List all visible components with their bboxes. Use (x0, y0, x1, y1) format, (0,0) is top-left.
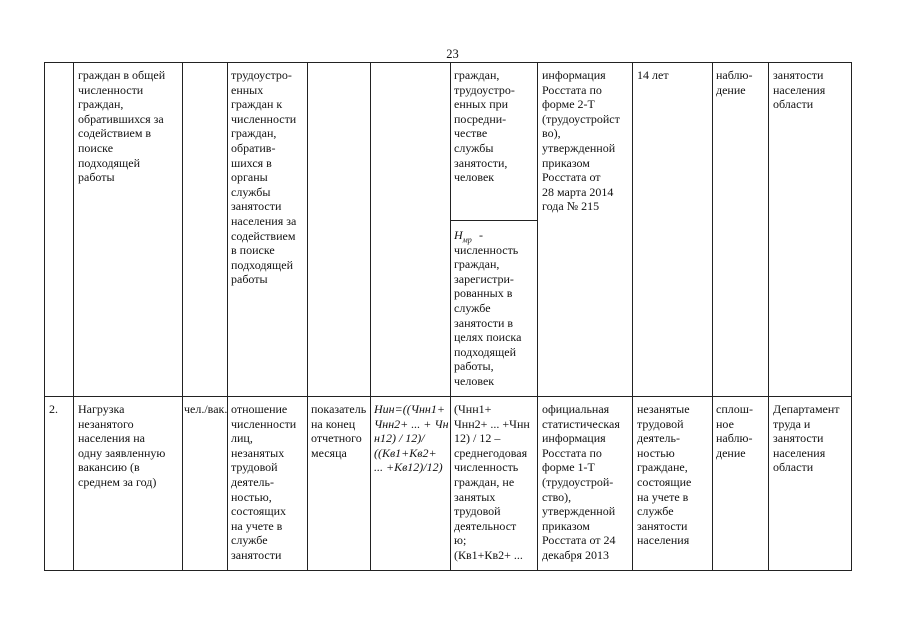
col-line-4 (307, 62, 308, 571)
col-line-1 (73, 62, 74, 571)
col-line-11 (851, 62, 852, 571)
subcell-divider (450, 220, 537, 221)
row2-indicator-name: Нагрузка незанятого населения на одну заявленную вакансию (в среднем за год) (78, 402, 166, 489)
row2-formula-components: (Чнн1+ Чнн2+ ... +Чнн 12) / 12 – среднегодовая численность граждан, не занятых трудовой деятельност ю; (Кв1+Кв2+ ... (454, 402, 530, 562)
col-line-3 (227, 62, 228, 571)
table-top-border (44, 62, 852, 63)
row2-source: официальная статистическая информация Росстата по форме 1-Т (трудоустрой- ство), утвержденной приказом Росстата от 24 декабря 2013 (542, 402, 620, 562)
table-bottom-border (44, 570, 852, 571)
row2-definition: отношение численности лиц, незанятых трудовой деятель- ностью, состоящих на учете в службе занятости (231, 402, 297, 562)
row2-responsible: Департамент труда и занятости населения области (773, 402, 840, 475)
row1-definition-cont: трудоустро- енных граждан к численности граждан, обратив- шихся в органы службы занятости населения за содействием в поиске подходящей работы (231, 68, 297, 287)
row1-formula-part-top: граждан, трудоустро- енных при посредни- честве службы занятости, человек (454, 68, 515, 185)
row1-method: наблю- дение (716, 68, 753, 97)
col-line-6 (450, 62, 451, 571)
symbol-subscript: мр (462, 235, 472, 245)
row2-population: незанятые трудовой деятель- ностью граждане, состоящие на учете в службе занятости населения (637, 402, 692, 548)
col-line-0 (44, 62, 45, 571)
col-line-5 (370, 62, 371, 571)
row-divider (44, 396, 852, 397)
row2-number: 2. (49, 402, 58, 416)
col-line-9 (712, 62, 713, 571)
row2-formula: Нин=((Чнн1+ Чнн2+ ... + Чн н12) / 12)/ ((Кв1+Кв2+ ... +Кв12)/12) (374, 402, 449, 475)
col-line-7 (537, 62, 538, 571)
row2-unit: чел./вак. (184, 402, 228, 416)
row1-responsible: занятости населения области (773, 68, 826, 112)
col-line-10 (768, 62, 769, 571)
col-line-8 (632, 62, 633, 571)
row1-indicator-name-cont: граждан в общей численности граждан, обратившихся за содействием в поиске подходящей работы (78, 68, 166, 185)
row1-source: информация Росстата по форме 2-Т (трудоустройст во), утвержденной приказом Росстата от 28 марта 2014 года № 215 (542, 68, 620, 214)
col-line-2 (182, 62, 183, 571)
row1-period: 14 лет (637, 68, 669, 82)
symbol-letter: Н (454, 228, 463, 242)
row2-method: сплош- ное наблю- дение (716, 402, 753, 460)
row1-formula-part-bottom: - численность граждан, зарегистри- рованных в службе занятости в целях поиска подходящей работы, человек (454, 228, 522, 388)
row2-time-characteristic: показатель на конец отчетного месяца (311, 402, 367, 460)
page-number: 23 (446, 47, 459, 61)
